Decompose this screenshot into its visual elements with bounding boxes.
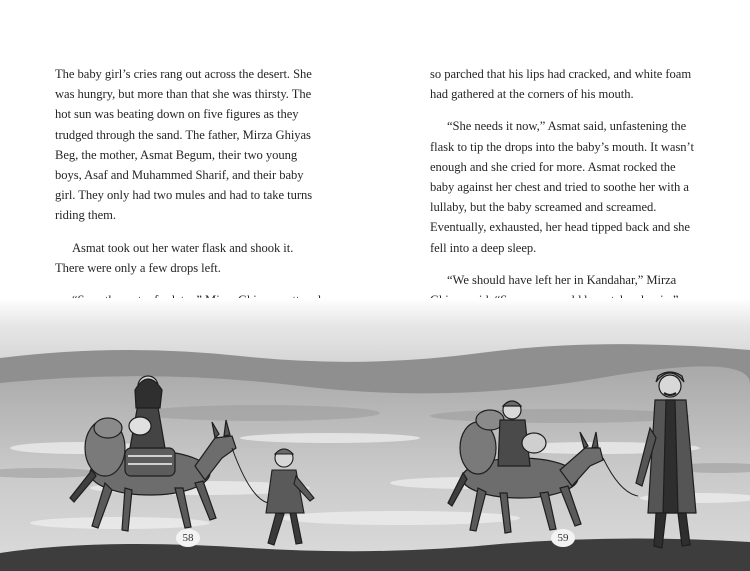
page-number-left: 58 bbox=[182, 532, 194, 544]
paragraph: “We should have left her in Kandahar,” Mirza bbox=[447, 272, 677, 287]
page-number-right: 59 bbox=[557, 532, 569, 544]
paragraph: “She needs it now,” Asmat said, unfastening the flask to tip the drops into the baby’s mouth. It wasn’t enough and she cried for more. Asmat rocked the baby against her chest and tried to soothe her with a lullaby, but the baby screamed and screamed. Eventually, exhausted, her head tipped back and she fell into a deep sleep. bbox=[430, 119, 694, 255]
paragraph: so parched that his lips had cracked, and white foam had gathered at the corners of his mouth. bbox=[430, 67, 692, 102]
paragraph: The baby girl’s cries rang out across the desert. She was hungry, but more than that she was thirsty. The hot sun was beating down on five figures as they trudged through the sand. The father, Mirza Ghiyas Beg, the mother, Asmat Begum, their two young boys, Asaf and Muhammed Sharif, and their baby girl. They only had two mules and had to take turns riding them. bbox=[55, 67, 313, 223]
paragraph: Asmat took out her water flask and shook it. There were only a few drops left. bbox=[55, 240, 294, 275]
desert-caravan-illustration bbox=[0, 298, 750, 571]
